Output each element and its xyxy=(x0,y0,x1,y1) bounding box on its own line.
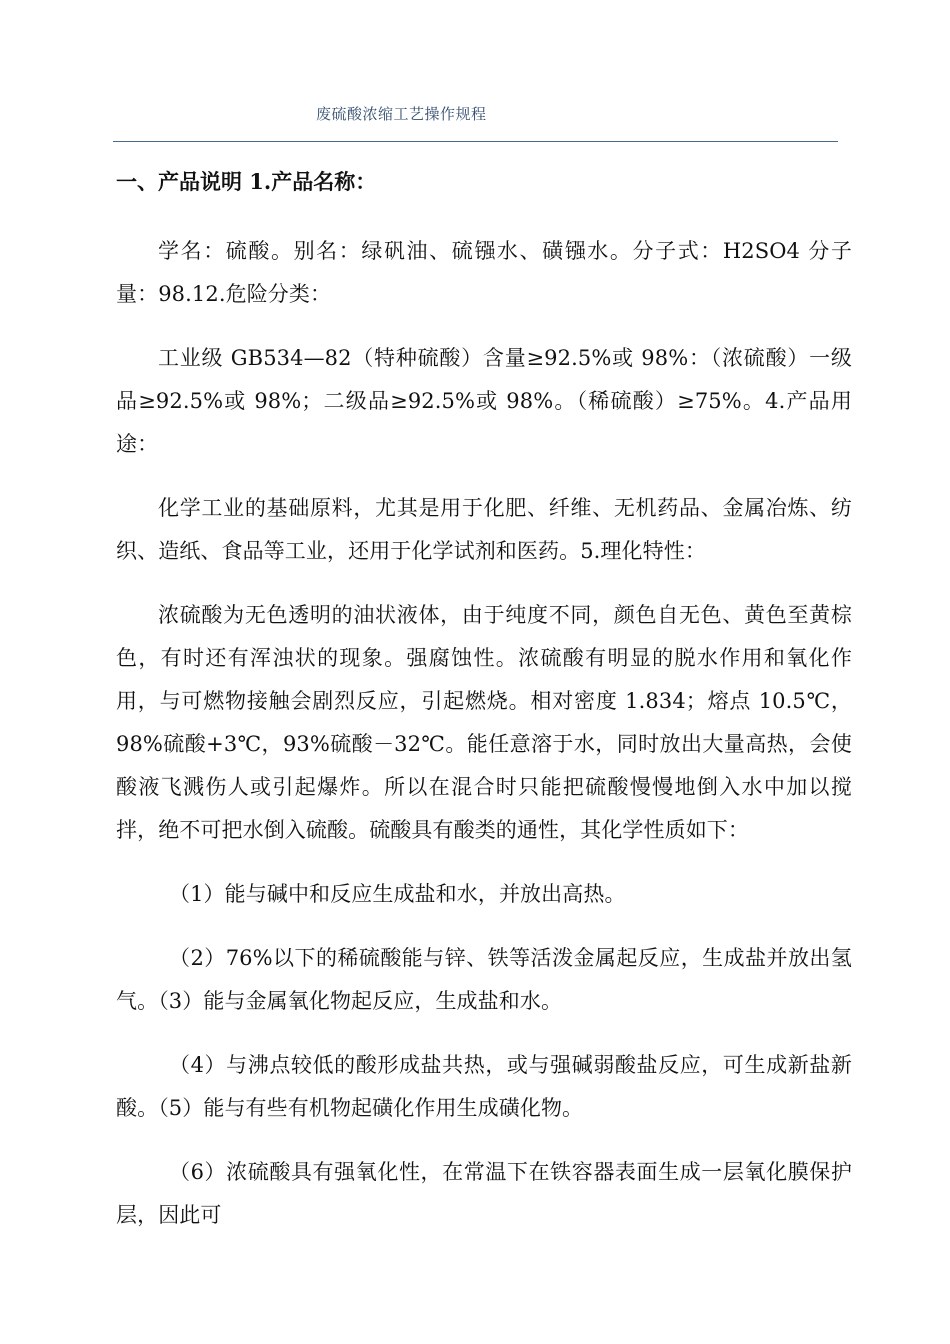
paragraph-grades: 工业级 GB534—82（特种硫酸）含量≥92.5%或 98%：（浓硫酸）一级品≥92.5%或 98%；二级品≥92.5%或 98%。（稀硫酸）≥75%。4.产品用途： xyxy=(116,346,852,456)
paragraph-properties: 浓硫酸为无色透明的油状液体，由于纯度不同，颜色自无色、黄色至黄棕色，有时还有浑浊状的现象。强腐蚀性。浓硫酸有明显的脱水作用和氧化作用，与可燃物接触会剧烈反应，引起燃烧。相对密度 1.834；熔点 10.5℃，98%硫酸+3℃，93%硫酸－32℃。能任意溶于水，同时放出大量高热，会使酸液飞溅伤人或引起爆炸。所以在混合时只能把硫酸慢慢地倒入水中加以搅拌，绝不可把水倒入硫酸。硫酸具有酸类的通性，其化学性质如下： xyxy=(116,603,852,842)
paragraph-uses: 化学工业的基础原料，尤其是用于化肥、纤维、无机药品、金属冶炼、纺织、造纸、食品等工业，还用于化学试剂和医药。5.理化特性： xyxy=(116,496,852,563)
section-heading: 一、产品说明 1.产品名称： xyxy=(116,169,377,194)
property-item-6: （6）浓硫酸具有强氧化性，在常温下在铁容器表面生成一层氧化膜保护层，因此可 xyxy=(116,1160,852,1227)
page-header-title: 废硫酸浓缩工艺操作规程 xyxy=(316,105,487,123)
paragraph-names: 学名：硫酸。别名：绿矾油、硫镪水、磺镪水。分子式：H2SO4 分子量：98.12.危险分类： xyxy=(116,239,852,306)
header-divider xyxy=(113,141,838,142)
property-item-1: （1）能与碱中和反应生成盐和水，并放出高热。 xyxy=(169,882,626,906)
property-item-2-3: （2）76%以下的稀硫酸能与锌、铁等活泼金属起反应，生成盐并放出氢气。（3）能与金属氧化物起反应，生成盐和水。 xyxy=(116,946,852,1013)
property-item-4-5: （4）与沸点较低的酸形成盐共热，或与强碱弱酸盐反应，可生成新盐新酸。（5）能与有些有机物起磺化作用生成磺化物。 xyxy=(116,1053,852,1120)
document-body xyxy=(116,163,852,1258)
